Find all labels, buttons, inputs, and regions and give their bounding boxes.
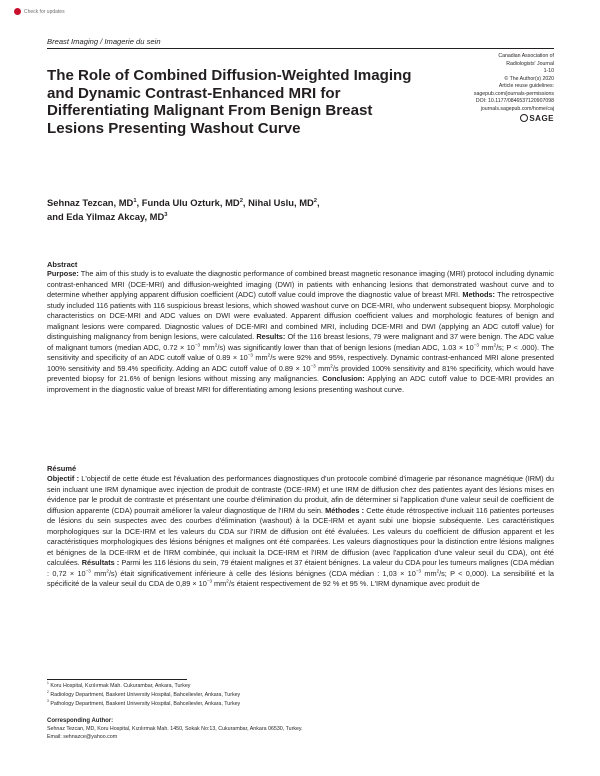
- corresponding-heading: Corresponding Author:: [47, 718, 114, 724]
- journal-section: Breast Imaging / Imagerie du sein: [47, 37, 161, 46]
- affiliation: $^2$ Radiology Department, Baskent University Hospital, Bahcelievler, Ankara, Turkey: [47, 690, 241, 698]
- corresponding-address: Sehnaz Tezcan, MD, Koru Hospital, Kızılırmak Mah. 1450, Sokak No:13, Cukurambar, Ankara 06530, Turkey.: [47, 726, 303, 732]
- journal-meta: [444, 53, 554, 123]
- abstract-heading: Abstract: [47, 260, 78, 269]
- meta-link[interactable]: journals.sagepub.com/home/caj: [480, 105, 554, 112]
- article-title: The Role of Combined Diffusion-Weighted Imaging and Dynamic Contrast-Enhanced MRI for Differentiating Malignant From Benign Breast Lesions Presenting Washout Curve: [47, 67, 412, 137]
- affiliations: [47, 682, 554, 708]
- check-for-updates-badge[interactable]: [14, 6, 65, 17]
- publisher-logo: SAGE: [444, 114, 554, 123]
- resume-heading: Résumé: [47, 464, 77, 473]
- meta-link[interactable]: sagepub.com/journals-permissions: [473, 90, 554, 97]
- meta-line: © The Author(s) 2020: [504, 75, 554, 82]
- doi-line[interactable]: DOI: 10.1177/0846537120907098: [475, 98, 554, 104]
- footnote-rule: [47, 679, 187, 680]
- header-rule: [47, 48, 554, 49]
- affiliation: $^1$ Koru Hospital, Kızılırmak Mah. Cukurambar, Ankara, Turkey: [47, 681, 191, 689]
- corresponding-author: [47, 717, 554, 741]
- corresponding-email[interactable]: Email: sehnazce@yahoo.com: [47, 734, 118, 740]
- badge-label: Check for updates: [24, 8, 65, 15]
- author-list: Sehnaz Tezcan, $MD^1$, Funda Ulu Ozturk, $MD^2$, Nihal Uslu, $MD^2$, and Eda Yilmaz Akcay, $MD^3$: [47, 197, 320, 222]
- resume-body: Objectif : L'objectif de cette étude est l'évaluation des performances diagnostiques d'un protocole combiné d'imagerie par résonance magnétique (IRM) du sein incluant une IRM dynamique avec injection de produit de contraste (DCE-IRM) et une IRM de diffusion chez des patientes ayant des lésions mises en évidence par le produit de contraste et présentant une courbe d'élimination du produit, afin de déterminer si l'application d'une valeur seuil de coefficient de diffusion apparente (CDA) pourrait améliorer la valeur diagnostique de l'IRM du sein. Méthodes : Cette étude rétrospective incluait 116 patientes porteuses de lésions du sein suspectes avec des courbes d'élimination (washout) à la DCE-IRM et ayant subi une biopsie subséquente. Les caractéristiques morphologiques sur la DCE-IRM et les valeurs du CDA sur l'IRM de diffusion ont été évaluées. Les valeurs du coefficient de diffusion apparent et les caractéristiques morphologiques des lésions bénignes et malignes ont été comparées. Les valeurs diagnostiques pour la distinction entre lésions malignes et bénignes de la DCE-IRM et de l'IRM combinée, qui incluait la DCE-IRM et l'IRM de diffusion (avec l'application d'une valeur seuil du CDA), ont été calculées. Résultats : Parmi les 116 lésions du sein, 79 étaient malignes et 37 étaient bénignes. La valeur du CDA pour les tumeurs malignes (CDA médian : $0,72 \times 10^{-3}$ $mm^2/s$) était significativement inférieure à celle des lésions bénignes (CDA médian : $1,03 \times 10^{-3}$ $mm^2/s$; P < 0,000). La sensibilité et la spécificité de la valeur seuil du CDA de $0,89 \times 10^{-3}$ $mm^2/s$ étaient respectivement de 92 % et 95 %. L'IRM dynamique avec produit de: [47, 474, 555, 588]
- meta-line: Article reuse guidelines:: [498, 83, 554, 89]
- meta-line: Radiologists' Journal: [506, 60, 554, 67]
- meta-line: Canadian Association of: [498, 53, 554, 59]
- sage-logo-icon: [520, 114, 528, 122]
- update-icon: [14, 8, 21, 15]
- abstract-body: Purpose: The aim of this study is to evaluate the diagnostic performance of combined breast magnetic resonance imaging (MRI) protocol including dynamic contrast-enhanced MRI (DCE-MRI) and diffusion-weighted imaging (DWI) in patients with enhancing lesions that demonstrated washout curve and to determine whether applying apparent diffusion coefficient (ADC) cutoff value could improve the diagnostic value of breast MRI. Methods: The retrospective study included 116 patients with 116 suspicious breast lesions, which showed washout curve on DCE-MRI, who underwent subsequent biopsy. Morphologic characteristics on DCE-MRI and ADC values on DWI were evaluated. Apparent diffusion coefficient values and morphologic features of benign and malignant lesions were compared. Diagnostic values of DCE-MRI and combined MRI, including DCE-MRI and DWI (applying an ADC cutoff value) for distinguishing malignancy from benign lesions, were calculated. Results: Of the 116 breast lesions, 79 were malignant and 37 were benign. The ADC value of malignant tumors (median ADC, $0.72 \times 10^{-3}$ $mm^2/s$) was significantly lower than that of benign lesions (median ADC, $1.03 \times 10^{-3}$ $mm^2/s$; P < .000). The sensitivity and specificity of an ADC cutoff value of $0.89 \times 10^{-3}$ $mm^2/s$ were 92% and 95%, respectively. Dynamic contrast-enhanced MRI alone presented 100% sensitivity and 59.4% specificity. Adding an ADC cutoff value of $0.89 \times 10^{-3}$ $mm^2/s$ provided 100% sensitivity and 81% specificity, which would have prevented biopsy for 21.6% of benign lesions without missing any malignancies. Conclusion: Applying an ADC cutoff value to DCE-MRI provides an improvement in the diagnostic value of breast MRI for differentiating among lesions presenting washout curve.: [47, 269, 555, 394]
- affiliation: $^3$ Pathology Department, Baskent University Hospital, Bahcelievler, Ankara, Turkey: [47, 698, 241, 707]
- meta-line: 1-10: [543, 68, 554, 74]
